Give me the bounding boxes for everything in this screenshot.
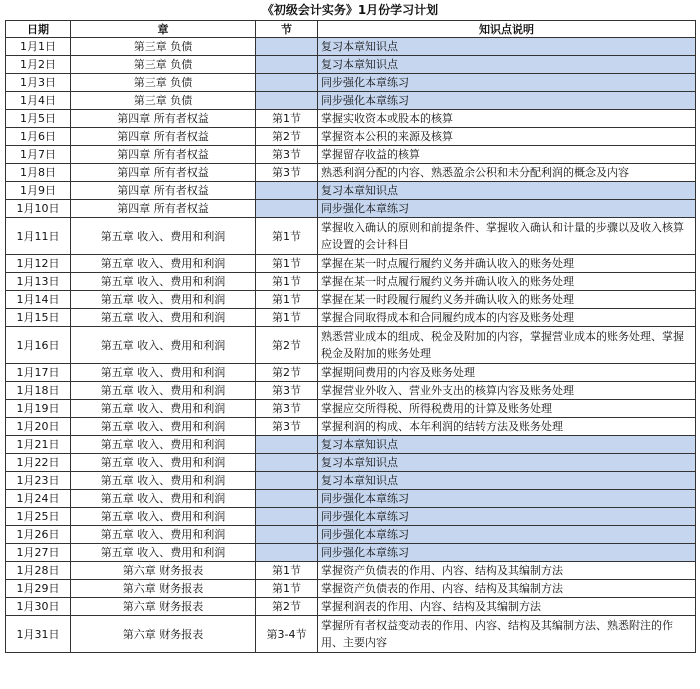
chapter-cell: 第五章 收入、费用和利润: [71, 526, 256, 544]
date-cell: 1月22日: [6, 454, 71, 472]
chapter-cell: 第三章 负债: [71, 92, 256, 110]
date-cell: 1月13日: [6, 273, 71, 291]
section-cell: [256, 472, 318, 490]
table-row: [6, 182, 696, 200]
date-cell: 1月25日: [6, 508, 71, 526]
chapter-cell: 第六章 财务报表: [71, 598, 256, 616]
section-cell: 第3节: [256, 418, 318, 436]
chapter-cell: 第六章 财务报表: [71, 580, 256, 598]
date-cell: 1月15日: [6, 309, 71, 327]
table-row: [6, 400, 696, 418]
notes-cell: 复习本章知识点: [318, 56, 696, 74]
date-cell: 1月11日: [6, 218, 71, 255]
header-chapter: 章: [71, 21, 256, 38]
chapter-cell: 第五章 收入、费用和利润: [71, 418, 256, 436]
section-cell: 第1节: [256, 273, 318, 291]
table-row: [6, 327, 696, 364]
date-cell: 1月18日: [6, 382, 71, 400]
chapter-cell: 第三章 负债: [71, 56, 256, 74]
date-cell: 1月28日: [6, 562, 71, 580]
header-date: 日期: [6, 21, 71, 38]
notes-cell: 同步强化本章练习: [318, 74, 696, 92]
notes-cell: 掌握资本公积的来源及核算: [318, 128, 696, 146]
date-cell: 1月29日: [6, 580, 71, 598]
section-cell: 第1节: [256, 580, 318, 598]
notes-cell: 同步强化本章练习: [318, 526, 696, 544]
header-notes: 知识点说明: [318, 21, 696, 38]
notes-cell: 掌握在某一时点履行履约义务并确认收入的账务处理: [318, 273, 696, 291]
section-cell: 第2节: [256, 327, 318, 364]
notes-cell: 同步强化本章练习: [318, 92, 696, 110]
section-cell: 第1节: [256, 218, 318, 255]
notes-cell: 熟悉营业成本的组成、税金及附加的内容，掌握营业成本的账务处理、掌握税金及附加的账务处理: [318, 327, 696, 364]
notes-cell: 同步强化本章练习: [318, 200, 696, 218]
notes-cell: 掌握所有者权益变动表的作用、内容、结构及其编制方法、熟悉附注的作用、主要内容: [318, 616, 696, 653]
notes-cell: 同步强化本章练习: [318, 544, 696, 562]
section-cell: 第3节: [256, 146, 318, 164]
notes-cell: 掌握营业外收入、营业外支出的核算内容及账务处理: [318, 382, 696, 400]
section-cell: 第2节: [256, 128, 318, 146]
section-cell: 第3节: [256, 400, 318, 418]
chapter-cell: 第四章 所有者权益: [71, 200, 256, 218]
chapter-cell: 第五章 收入、费用和利润: [71, 255, 256, 273]
header-section: 节: [256, 21, 318, 38]
chapter-cell: 第六章 财务报表: [71, 562, 256, 580]
notes-cell: 掌握利润表的作用、内容、结构及其编制方法: [318, 598, 696, 616]
chapter-cell: 第五章 收入、费用和利润: [71, 327, 256, 364]
section-cell: [256, 526, 318, 544]
table-row: [6, 436, 696, 454]
notes-cell: 掌握利润的构成、本年利润的结转方法及账务处理: [318, 418, 696, 436]
date-cell: 1月30日: [6, 598, 71, 616]
table-row: [6, 490, 696, 508]
table-row: [6, 38, 696, 56]
chapter-cell: 第五章 收入、费用和利润: [71, 273, 256, 291]
chapter-cell: 第五章 收入、费用和利润: [71, 454, 256, 472]
chapter-cell: 第六章 财务报表: [71, 616, 256, 653]
table-row: [6, 616, 696, 653]
table-row: [6, 74, 696, 92]
date-cell: 1月21日: [6, 436, 71, 454]
date-cell: 1月27日: [6, 544, 71, 562]
notes-cell: 掌握合同取得成本和合同履约成本的内容及账务处理: [318, 309, 696, 327]
section-cell: [256, 508, 318, 526]
table-row: [6, 56, 696, 74]
section-cell: [256, 74, 318, 92]
notes-cell: 掌握资产负债表的作用、内容、结构及其编制方法: [318, 580, 696, 598]
table-row: [6, 164, 696, 182]
section-cell: [256, 544, 318, 562]
study-plan-table: [5, 20, 696, 653]
notes-cell: 同步强化本章练习: [318, 508, 696, 526]
section-cell: [256, 490, 318, 508]
date-cell: 1月7日: [6, 146, 71, 164]
notes-cell: 掌握在某一时段履行履约义务并确认收入的账务处理: [318, 291, 696, 309]
notes-cell: 复习本章知识点: [318, 454, 696, 472]
date-cell: 1月14日: [6, 291, 71, 309]
section-cell: [256, 436, 318, 454]
section-cell: [256, 56, 318, 74]
notes-cell: 掌握应交所得税、所得税费用的计算及账务处理: [318, 400, 696, 418]
notes-cell: 同步强化本章练习: [318, 490, 696, 508]
table-row: [6, 218, 696, 255]
chapter-cell: 第四章 所有者权益: [71, 146, 256, 164]
date-cell: 1月17日: [6, 364, 71, 382]
notes-cell: 复习本章知识点: [318, 436, 696, 454]
table-row: [6, 110, 696, 128]
chapter-cell: 第五章 收入、费用和利润: [71, 490, 256, 508]
notes-cell: 掌握实收资本或股本的核算: [318, 110, 696, 128]
notes-cell: 熟悉利润分配的内容、熟悉盈余公积和未分配利润的概念及内容: [318, 164, 696, 182]
notes-cell: 掌握收入确认的原则和前提条件、掌握收入确认和计量的步骤以及收入核算应设置的会计科目: [318, 218, 696, 255]
chapter-cell: 第五章 收入、费用和利润: [71, 364, 256, 382]
section-cell: 第3节: [256, 382, 318, 400]
date-cell: 1月10日: [6, 200, 71, 218]
date-cell: 1月1日: [6, 38, 71, 56]
date-cell: 1月19日: [6, 400, 71, 418]
table-row: [6, 472, 696, 490]
section-cell: 第1节: [256, 291, 318, 309]
section-cell: [256, 92, 318, 110]
section-cell: 第2节: [256, 364, 318, 382]
notes-cell: 复习本章知识点: [318, 182, 696, 200]
section-cell: 第1节: [256, 110, 318, 128]
table-row: [6, 598, 696, 616]
chapter-cell: 第三章 负债: [71, 74, 256, 92]
date-cell: 1月5日: [6, 110, 71, 128]
chapter-cell: 第四章 所有者权益: [71, 182, 256, 200]
date-cell: 1月8日: [6, 164, 71, 182]
table-row: [6, 508, 696, 526]
table-row: [6, 309, 696, 327]
section-cell: 第2节: [256, 598, 318, 616]
chapter-cell: 第五章 收入、费用和利润: [71, 436, 256, 454]
notes-cell: 掌握在某一时点履行履约义务并确认收入的账务处理: [318, 255, 696, 273]
date-cell: 1月2日: [6, 56, 71, 74]
table-row: [6, 146, 696, 164]
notes-cell: 掌握资产负债表的作用、内容、结构及其编制方法: [318, 562, 696, 580]
section-cell: [256, 38, 318, 56]
section-cell: [256, 200, 318, 218]
date-cell: 1月20日: [6, 418, 71, 436]
chapter-cell: 第五章 收入、费用和利润: [71, 309, 256, 327]
chapter-cell: 第四章 所有者权益: [71, 164, 256, 182]
table-row: [6, 562, 696, 580]
chapter-cell: 第五章 收入、费用和利润: [71, 218, 256, 255]
notes-cell: 复习本章知识点: [318, 472, 696, 490]
table-header-row: [6, 21, 696, 38]
table-row: [6, 454, 696, 472]
date-cell: 1月12日: [6, 255, 71, 273]
section-cell: 第1节: [256, 255, 318, 273]
chapter-cell: 第五章 收入、费用和利润: [71, 472, 256, 490]
notes-cell: 掌握留存收益的核算: [318, 146, 696, 164]
chapter-cell: 第五章 收入、费用和利润: [71, 382, 256, 400]
table-row: [6, 526, 696, 544]
table-row: [6, 291, 696, 309]
chapter-cell: 第四章 所有者权益: [71, 128, 256, 146]
section-cell: 第1节: [256, 562, 318, 580]
date-cell: 1月31日: [6, 616, 71, 653]
table-row: [6, 92, 696, 110]
chapter-cell: 第五章 收入、费用和利润: [71, 291, 256, 309]
date-cell: 1月24日: [6, 490, 71, 508]
section-cell: 第3-4节: [256, 616, 318, 653]
page-title: 《初级会计实务》1月份学习计划: [261, 3, 439, 17]
section-cell: [256, 454, 318, 472]
table-row: [6, 364, 696, 382]
table-row: [6, 418, 696, 436]
table-body: [6, 38, 696, 653]
table-row: [6, 382, 696, 400]
date-cell: 1月23日: [6, 472, 71, 490]
table-row: [6, 255, 696, 273]
chapter-cell: 第五章 收入、费用和利润: [71, 508, 256, 526]
date-cell: 1月9日: [6, 182, 71, 200]
table-row: [6, 580, 696, 598]
table-row: [6, 544, 696, 562]
chapter-cell: 第三章 负债: [71, 38, 256, 56]
notes-cell: 复习本章知识点: [318, 38, 696, 56]
section-cell: 第3节: [256, 164, 318, 182]
table-row: [6, 200, 696, 218]
chapter-cell: 第四章 所有者权益: [71, 110, 256, 128]
chapter-cell: 第五章 收入、费用和利润: [71, 400, 256, 418]
date-cell: 1月6日: [6, 128, 71, 146]
section-cell: 第1节: [256, 309, 318, 327]
table-row: [6, 128, 696, 146]
date-cell: 1月4日: [6, 92, 71, 110]
table-row: [6, 273, 696, 291]
date-cell: 1月3日: [6, 74, 71, 92]
notes-cell: 掌握期间费用的内容及账务处理: [318, 364, 696, 382]
date-cell: 1月16日: [6, 327, 71, 364]
date-cell: 1月26日: [6, 526, 71, 544]
chapter-cell: 第五章 收入、费用和利润: [71, 544, 256, 562]
section-cell: [256, 182, 318, 200]
